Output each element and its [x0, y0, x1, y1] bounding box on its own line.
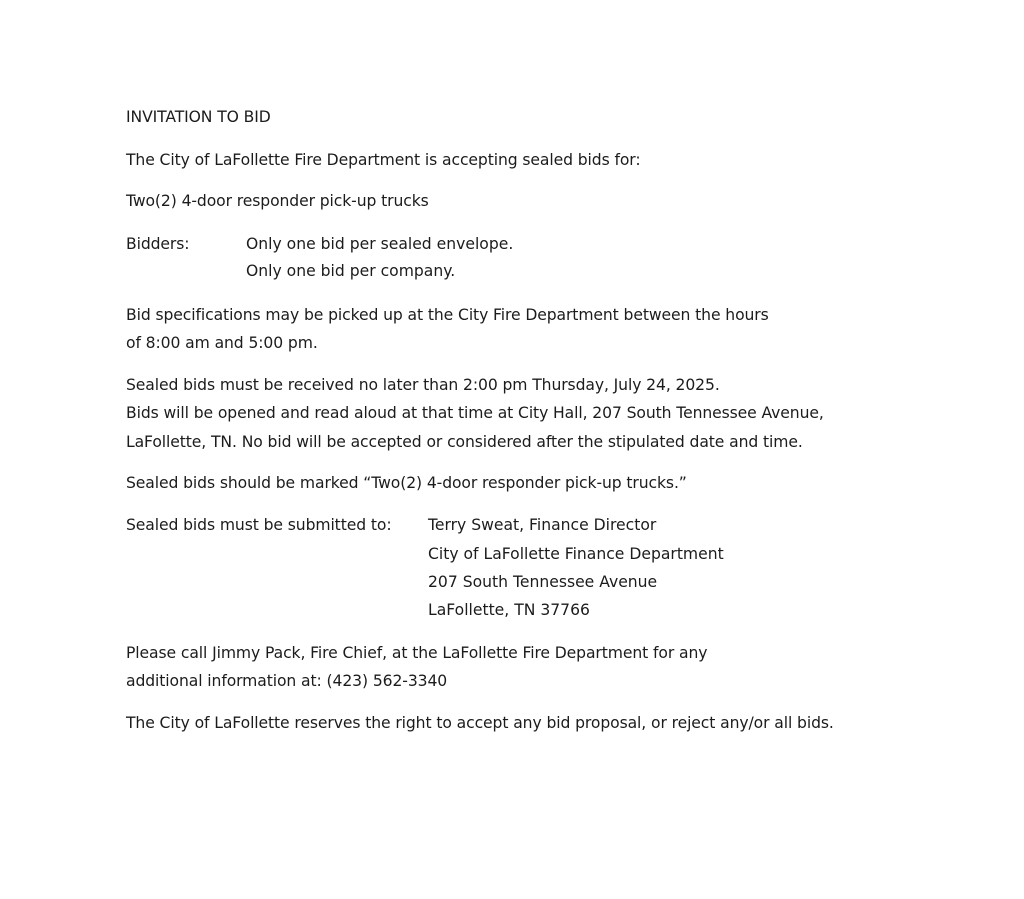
bidder-rule: Only one bid per company. [246, 262, 456, 280]
reservation-text: The City of LaFollette reserves the right to accept any bid proposal, or reject any/or all bids. [126, 714, 834, 732]
address-line: 207 South Tennessee Avenue [428, 573, 658, 591]
contact-line: additional information at: (423) 562-3340 [126, 672, 448, 690]
document-heading: INVITATION TO BID [126, 108, 271, 126]
deadline-line: Sealed bids must be received no later than 2:00 pm Thursday, July 24, 2025. [126, 376, 720, 394]
bidders-label: Bidders: [126, 235, 190, 253]
deadline-line: Bids will be opened and read aloud at that time at City Hall, 207 South Tennessee Avenue, [126, 404, 824, 422]
specs-line: Bid specifications may be picked up at the City Fire Department between the hours [126, 306, 769, 324]
deadline-line: LaFollette, TN. No bid will be accepted or considered after the stipulated date and time. [126, 433, 803, 451]
bid-item: Two(2) 4-door responder pick-up trucks [126, 192, 429, 210]
address-line: LaFollette, TN 37766 [428, 601, 590, 619]
address-line: Terry Sweat, Finance Director [428, 516, 657, 534]
submit-label: Sealed bids must be submitted to: [126, 516, 392, 534]
specs-line: of 8:00 am and 5:00 pm. [126, 334, 318, 352]
marking-text: Sealed bids should be marked “Two(2) 4-door responder pick-up trucks.” [126, 474, 687, 492]
intro-text: The City of LaFollette Fire Department is accepting sealed bids for: [126, 151, 641, 169]
address-line: City of LaFollette Finance Department [428, 545, 724, 563]
contact-line: Please call Jimmy Pack, Fire Chief, at the LaFollette Fire Department for any [126, 644, 708, 662]
bidder-rule: Only one bid per sealed envelope. [246, 235, 514, 253]
